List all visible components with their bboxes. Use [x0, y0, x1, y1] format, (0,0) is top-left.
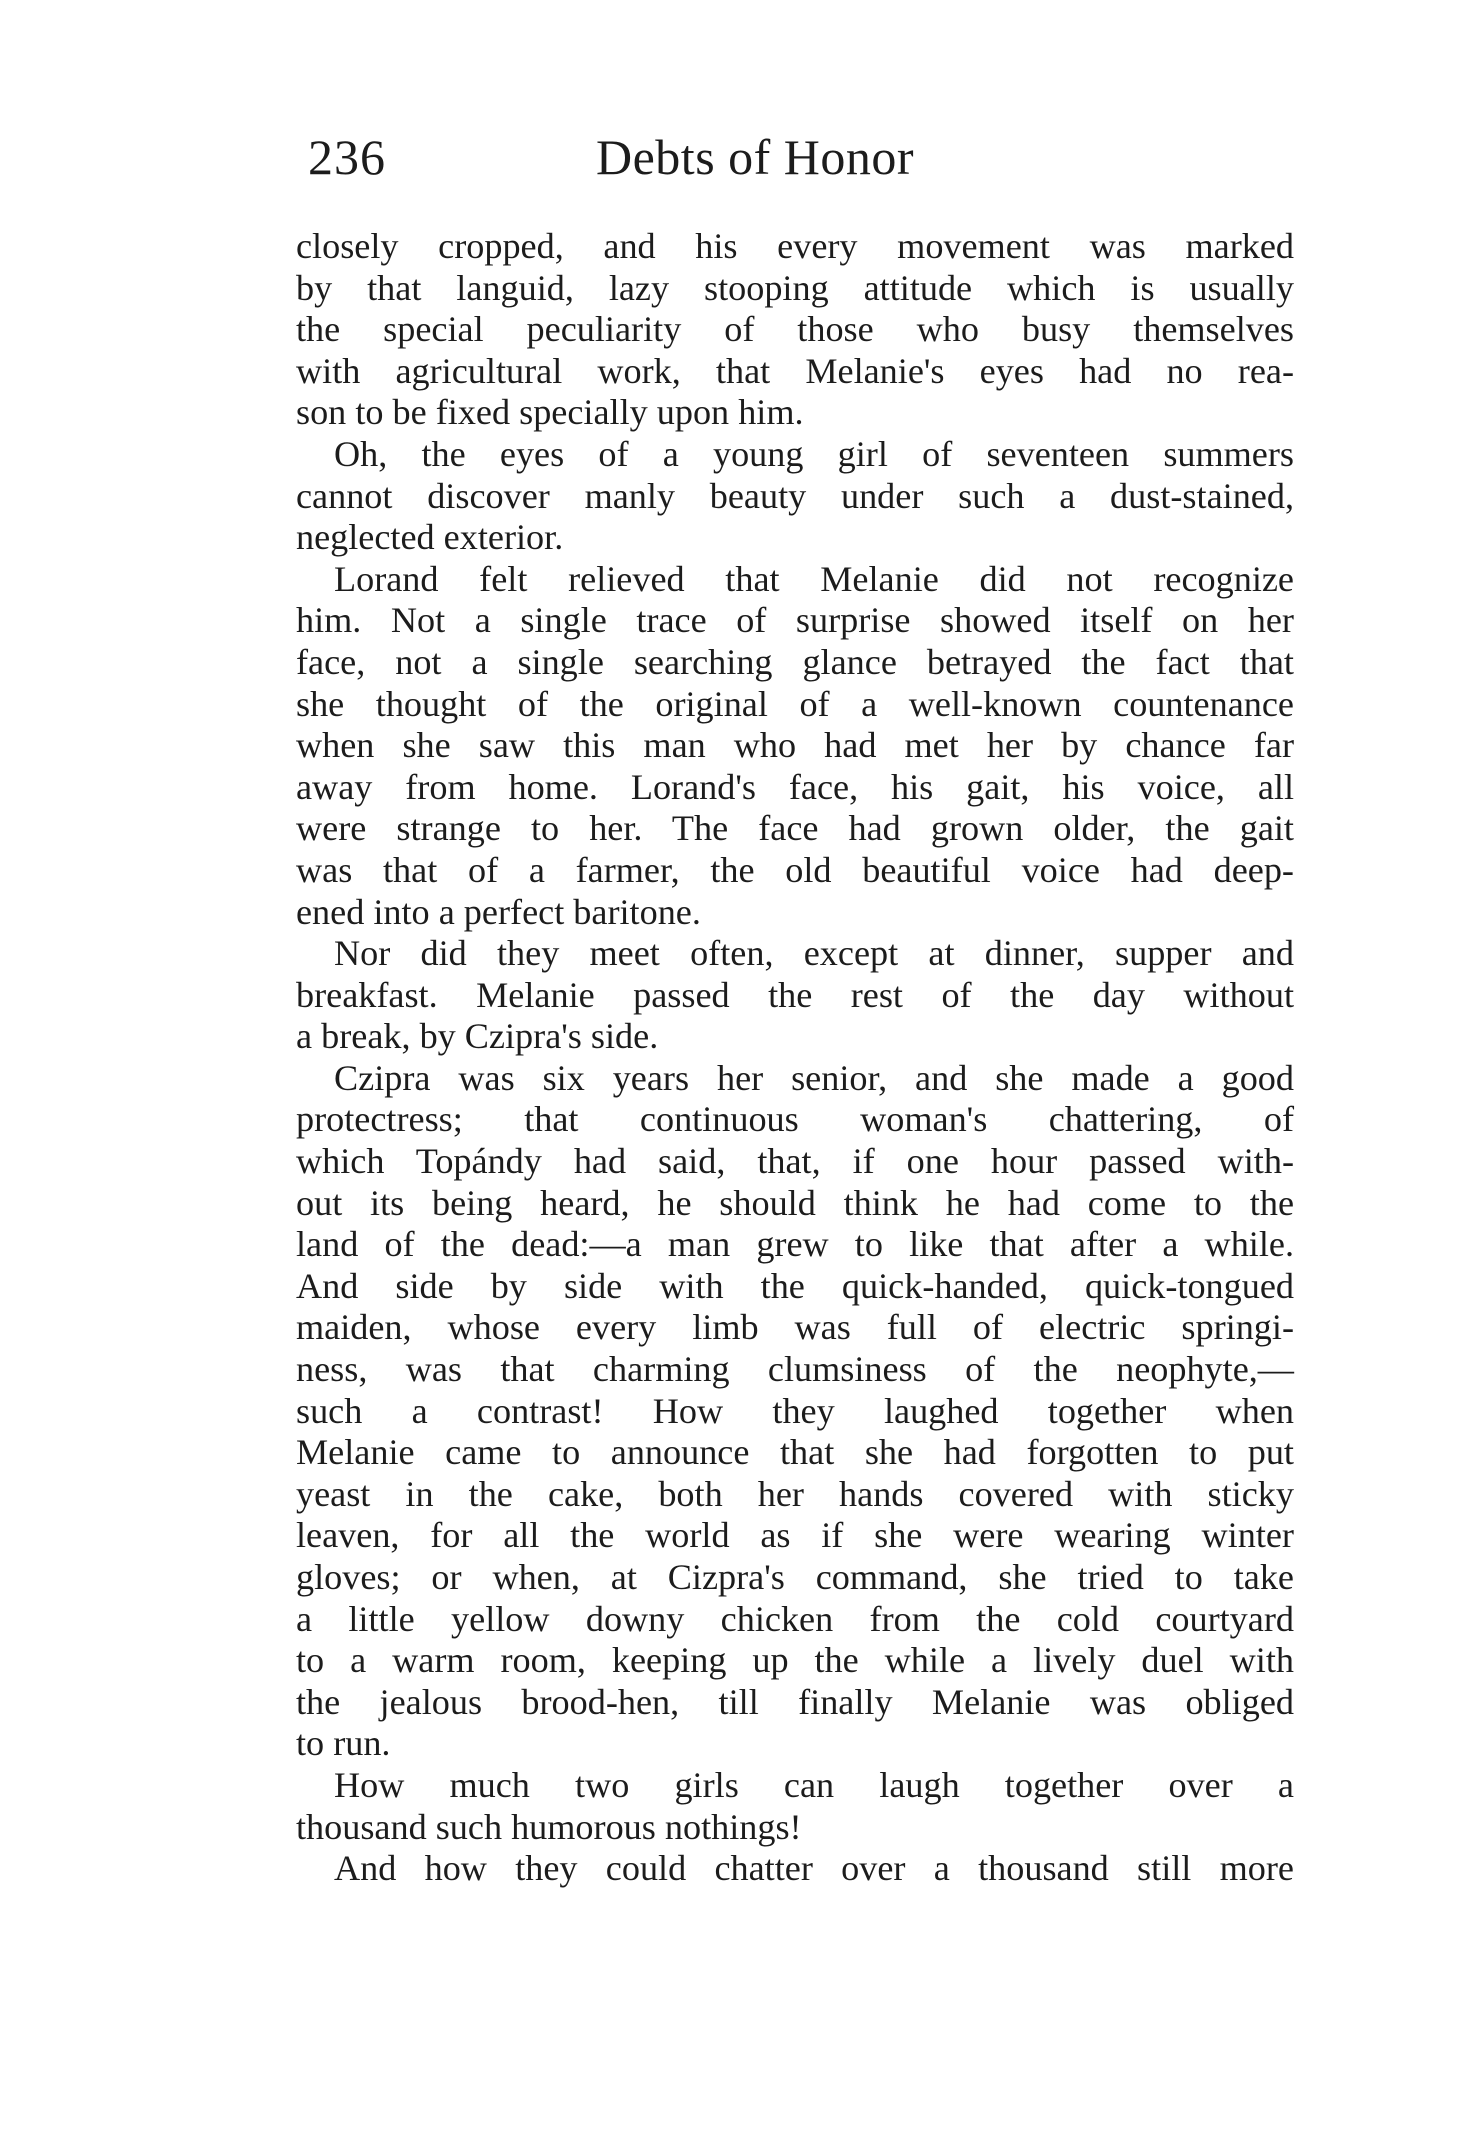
text-line: out its being heard, he should think he had come to the	[296, 1182, 1294, 1223]
running-head	[296, 128, 1296, 188]
text-line: ened into a perfect baritone.	[296, 891, 701, 932]
page-number: 236	[308, 129, 386, 185]
text-line: to a warm room, keeping up the while a lively duel with	[296, 1640, 1294, 1681]
text-line: cannot discover manly beauty under such a dust-stained,	[296, 475, 1294, 516]
text-line: to run.	[296, 1723, 391, 1764]
text-line: maiden, whose every limb was full of electric springi-	[296, 1307, 1294, 1348]
paragraph	[296, 1848, 1294, 1890]
text-line: thousand such humorous nothings!	[296, 1806, 802, 1847]
text-line: yeast in the cake, both her hands covered with sticky	[296, 1473, 1294, 1514]
text-line: land of the dead:—a man grew to like that after a while.	[296, 1224, 1294, 1265]
text-line: such a contrast! How they laughed together when	[296, 1390, 1294, 1431]
body-text	[296, 226, 1294, 1890]
text-line: a break, by Czipra's side.	[296, 1016, 659, 1057]
text-line: Nor did they meet often, except at dinner, supper and	[334, 933, 1294, 974]
text-line: a little yellow downy chicken from the cold courtyard	[296, 1598, 1294, 1639]
text-line: breakfast. Melanie passed the rest of the day without	[296, 974, 1294, 1015]
text-line: son to be fixed specially upon him.	[296, 392, 804, 433]
text-line: leaven, for all the world as if she were wearing winter	[296, 1515, 1294, 1556]
text-line: ness, was that charming clumsiness of the neophyte,—	[296, 1349, 1294, 1390]
text-line: And side by side with the quick-handed, quick-tongued	[296, 1265, 1294, 1306]
text-line: with agricultural work, that Melanie's eyes had no rea-	[296, 350, 1294, 391]
text-line: when she saw this man who had met her by chance far	[296, 725, 1294, 766]
text-line: neglected exterior.	[296, 517, 564, 558]
paragraph	[296, 226, 1294, 434]
text-line: Oh, the eyes of a young girl of seventeen summers	[334, 433, 1294, 474]
paragraph	[296, 933, 1294, 1058]
text-line: face, not a single searching glance betrayed the fact that	[296, 641, 1294, 682]
text-line: was that of a farmer, the old beautiful voice had deep-	[296, 849, 1294, 890]
text-line: Lorand felt relieved that Melanie did not recognize	[334, 558, 1294, 599]
text-line: which Topándy had said, that, if one hour passed with-	[296, 1141, 1294, 1182]
text-line: Czipra was six years her senior, and she made a good	[334, 1057, 1294, 1098]
text-line: And how they could chatter over a thousand still more	[334, 1848, 1294, 1889]
text-line: were strange to her. The face had grown older, the gait	[296, 808, 1294, 849]
text-line: away from home. Lorand's face, his gait, his voice, all	[296, 766, 1294, 807]
text-line: How much two girls can laugh together over a	[334, 1764, 1294, 1805]
text-line: protectress; that continuous woman's chattering, of	[296, 1099, 1294, 1140]
text-line: the special peculiarity of those who busy themselves	[296, 309, 1294, 350]
text-line: the jealous brood-hen, till finally Melanie was obliged	[296, 1681, 1294, 1722]
running-title: Debts of Honor	[596, 129, 915, 185]
text-line: Melanie came to announce that she had forgotten to put	[296, 1432, 1294, 1473]
paragraph	[296, 1058, 1294, 1765]
text-line: by that languid, lazy stooping attitude which is usually	[296, 267, 1294, 308]
text-line: him. Not a single trace of surprise showed itself on her	[296, 600, 1294, 641]
text-line: gloves; or when, at Cizpra's command, she tried to take	[296, 1557, 1294, 1597]
paragraph	[296, 559, 1294, 933]
text-line: she thought of the original of a well-known countenance	[296, 683, 1294, 724]
text-line: closely cropped, and his every movement was marked	[296, 226, 1294, 266]
paragraph	[296, 434, 1294, 559]
paragraph	[296, 1765, 1294, 1848]
